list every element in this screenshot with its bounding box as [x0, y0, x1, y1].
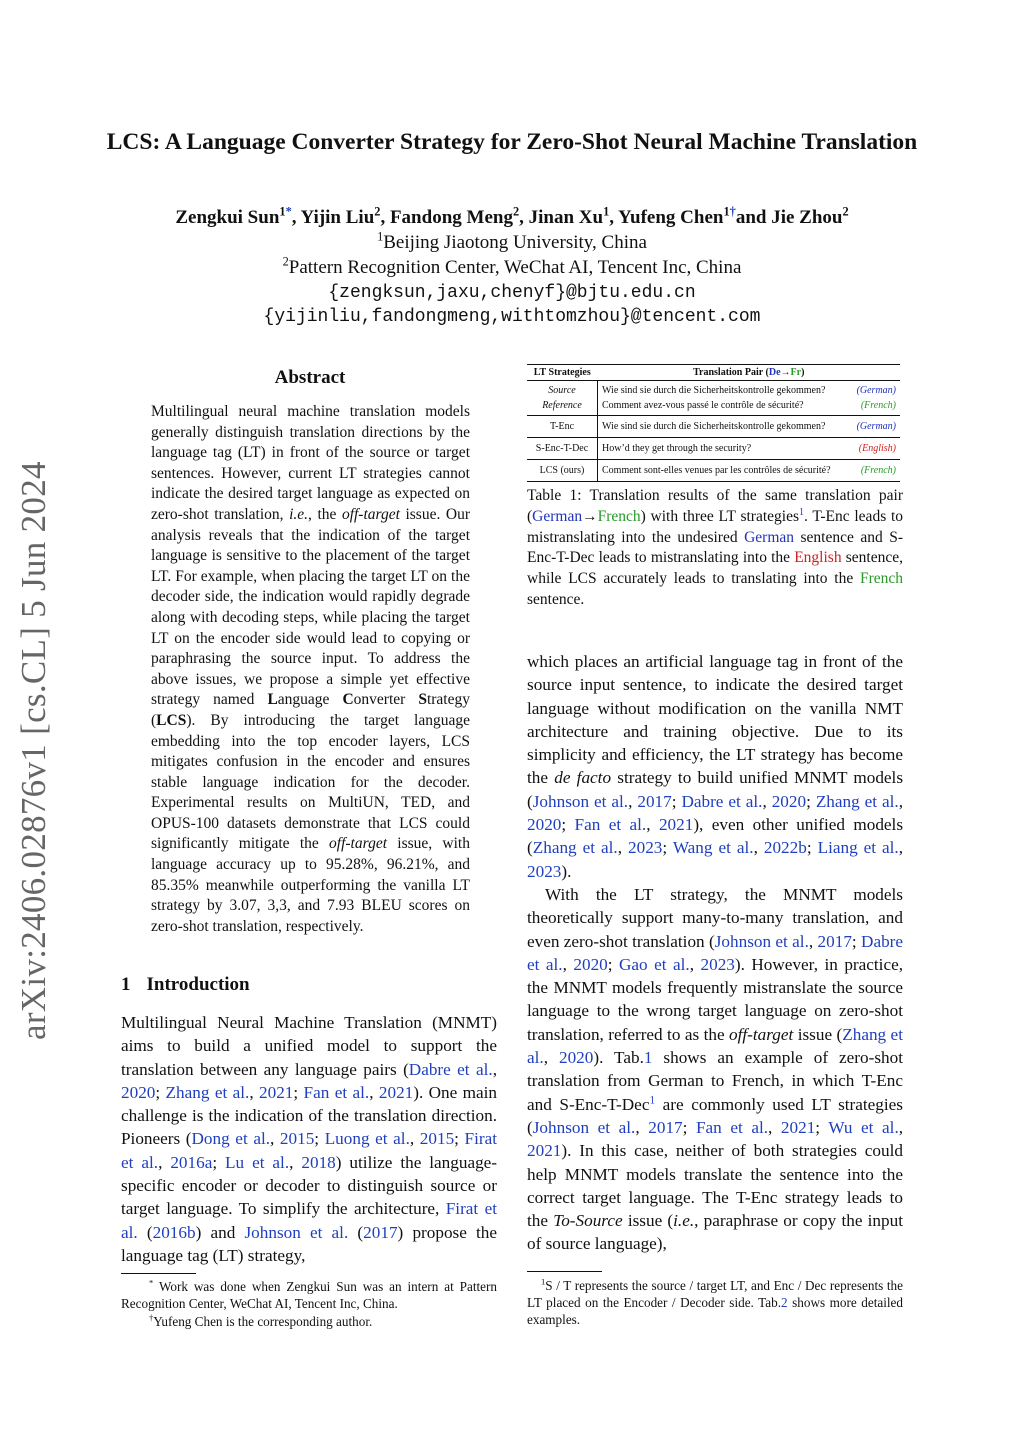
row-tag-senctdec: (English) — [850, 438, 900, 460]
table-1 — [527, 364, 900, 482]
section-heading-introduction: 1 Introduction — [121, 974, 250, 995]
author-name: Jie Zhou — [771, 207, 843, 228]
author-name: Fandong Meng — [389, 207, 513, 228]
row-tag-reference: (French) — [860, 400, 896, 411]
author-name: Jinan Xu — [528, 207, 604, 228]
author-affiliation-mark: 1* — [279, 204, 292, 219]
row-label-source: Source — [527, 381, 598, 399]
row-text-tenc: Wie sind sie durch die Sicherheitskontrolle gekommen? — [598, 416, 850, 438]
affiliation-2: $^2$Pattern Recognition Center, WeChat AI, Tencent Inc, China — [282, 254, 742, 278]
table-row — [527, 398, 900, 416]
paper-title: LCS: A Language Converter Strategy for Zero-Shot Neural Machine Translation — [106, 129, 918, 155]
row-text-source: Wie sind sie durch die Sicherheitskontrolle gekommen? — [598, 381, 850, 399]
author-affiliation-mark: 2 — [512, 204, 520, 219]
row-label-senctdec: S-Enc-T-Dec — [527, 438, 598, 460]
table-row — [527, 460, 900, 482]
intro-paragraph-1: Multilingual Neural Machine Translation (MNMT) aims to build a unified model to support the translation between any language pairs (Dabre et al., 2020; Zhang et al., 2021; Fan et al., 2021). One main challenge is the indication of the translation direction. Pioneers (Dong et al., 2015; Luong et al., 2015; Firat et al., 2016a; Lu et al., 2018) utilize the language-specific encoder or decoder to distinguish source or target language. To simplify the architecture, Firat et al. (2016b) and Johnson et al. (2017) propose the language tag (LT) strategy, — [121, 1013, 498, 1265]
footnote-1: $^1$S / T represents the source / target LT, and Enc / Dec represents the LT placed on the Encoder / Decoder side. Tab.2 shows more detailed examples. — [527, 1276, 903, 1327]
footnote-rule-right — [527, 1271, 602, 1272]
author-affiliation-mark: 1† — [723, 204, 736, 219]
row-text-reference: Comment avez-vous passé le contrôle de sécurité? — [602, 400, 804, 411]
row-label-tenc: T-Enc — [527, 416, 598, 438]
table-header-pair: Translation Pair (De→Fr) — [598, 365, 901, 381]
author-affiliation-mark: 1 — [603, 204, 610, 219]
author-name: Yijin Liu — [300, 207, 375, 228]
intro-paragraph-2: which places an artificial language tag in front of the source input sentence, to indicate the desired target language without modification on the vanilla NMT architecture and training objective. Due to its simplicity and efficiency, the LT strategy has become the de facto strategy to build unified MNMT models (Johnson et al., 2017; Dabre et al., 2020; Zhang et al., 2020; Fan et al., 2021), even other unified models (Zhang et al., 2023; Wang et al., 2022b; Liang et al., 2023). — [527, 652, 904, 881]
table-row — [527, 416, 900, 438]
footnote-star: * Work was done when Zengkui Sun was an intern at Pattern Recognition Center, WeChat AI, Tencent Inc, China. — [121, 1277, 498, 1311]
row-label-reference: Reference — [527, 398, 598, 416]
row-tag-source: (German) — [850, 381, 900, 399]
abstract-heading: Abstract — [274, 367, 346, 388]
row-label-lcs: LCS (ours) — [527, 460, 598, 482]
row-tag-tenc: (German) — [850, 416, 900, 438]
table-row — [527, 381, 900, 399]
row-text-lcs: Comment sont-elles venues par les contrôles de sécurité? — [598, 460, 850, 482]
table-header-strategies: LT Strategies — [527, 365, 598, 381]
author-name: Zengkui Sun — [175, 207, 280, 228]
author-list: Zengkui Sun$^{1*}$, Yijin Liu$^2$, Fandong Meng$^2$, Jinan Xu$^1$, Yufeng Chen$^{1\dagger}$and Jie Zhou$^2$ — [175, 204, 849, 228]
abstract-text: Multilingual neural machine translation models generally distinguish translation directions by the language tag (LT) in front of the source or target sentences. However, current LT strategies cannot indicate the desired target language as expected on zero-shot translation, i.e., the off-target issue. Our analysis reveals that the indication of the target language is sensitive to the placement of the target LT. For example, when placing the target LT on the decoder side, the indication would rapidly degrade along with decoding steps, while placing the target LT on the encoder side would lead to copying or paraphrasing the source input. To address the above issues, we propose a simple yet effective strategy named Language Converter Strategy (LCS). By introducing the target language embedding into the top encoder layers, LCS mitigates confusion in the encoder and ensures stable language indication for the decoder. Experimental results on MultiUN, TED, and OPUS-100 datasets demonstrate that LCS could significantly mitigate the off-target issue, with language accuracy up to 95.28%, 96.21%, and 85.35% meanwhile outperforming the vanilla LT strategy by 3.07, 3,3, and 7.93 BLEU scores on zero-shot translation, respectively. — [151, 403, 471, 935]
affiliation-1: $^1$Beijing Jiaotong University, China — [377, 229, 647, 253]
row-tag-lcs: (French) — [850, 460, 900, 482]
intro-paragraph-left — [121, 1011, 497, 1267]
author-affiliation-mark: 2 — [842, 204, 849, 219]
author-name: Yufeng Chen — [618, 207, 724, 228]
row-text-senctdec: How’d they get through the security? — [598, 438, 850, 460]
footnote-dagger: †Yufeng Chen is the corresponding author. — [149, 1312, 373, 1329]
author-affiliation-mark: 2 — [374, 204, 381, 219]
intro-paragraph-3: With the LT strategy, the MNMT models theoretically support many-to-many translation, and even zero-shot translation (Johnson et al., 2017; Dabre et al., 2020; Gao et al., 2023). However, in practice, the MNMT models frequently mistranslate the source language to the wrong target language on zero-shot translation, referred to as the off-target issue (Zhang et al., 2020). Tab.1 shows an example of zero-shot translation from German to French, in which T-Enc and S-Enc-T-Dec$^1$ are commonly used LT strategies (Johnson et al., 2017; Fan et al., 2021; Wu et al., 2021). In this case, neither of both strategies could help MNMT models translate the sentence into the correct target language. The T-Enc strategy leads to the To-Source issue (i.e., paraphrase or copy the input of source language), — [527, 884, 904, 1254]
footnote-rule-left — [121, 1273, 196, 1274]
table-row — [527, 438, 900, 460]
table-1-caption: Table 1: Translation results of the same translation pair (German→French) with three LT strategies$^1$. T-Enc leads to mistranslating into the undesired German sentence and S-Enc-T-Dec leads to mistranslating into the English sentence, while LCS accurately leads to translating into the French sentence. — [527, 487, 903, 608]
intro-paragraph-right — [527, 650, 903, 1256]
arxiv-identifier: arXiv:2406.02876v1 [cs.CL] 5 Jun 2024 — [14, 461, 53, 1040]
email-1: {zengksun,jaxu,chenyf}@bjtu.edu.cn — [328, 283, 696, 303]
email-2: {yijinliu,fandongmeng,withtomzhou}@tencent.com — [263, 307, 761, 327]
